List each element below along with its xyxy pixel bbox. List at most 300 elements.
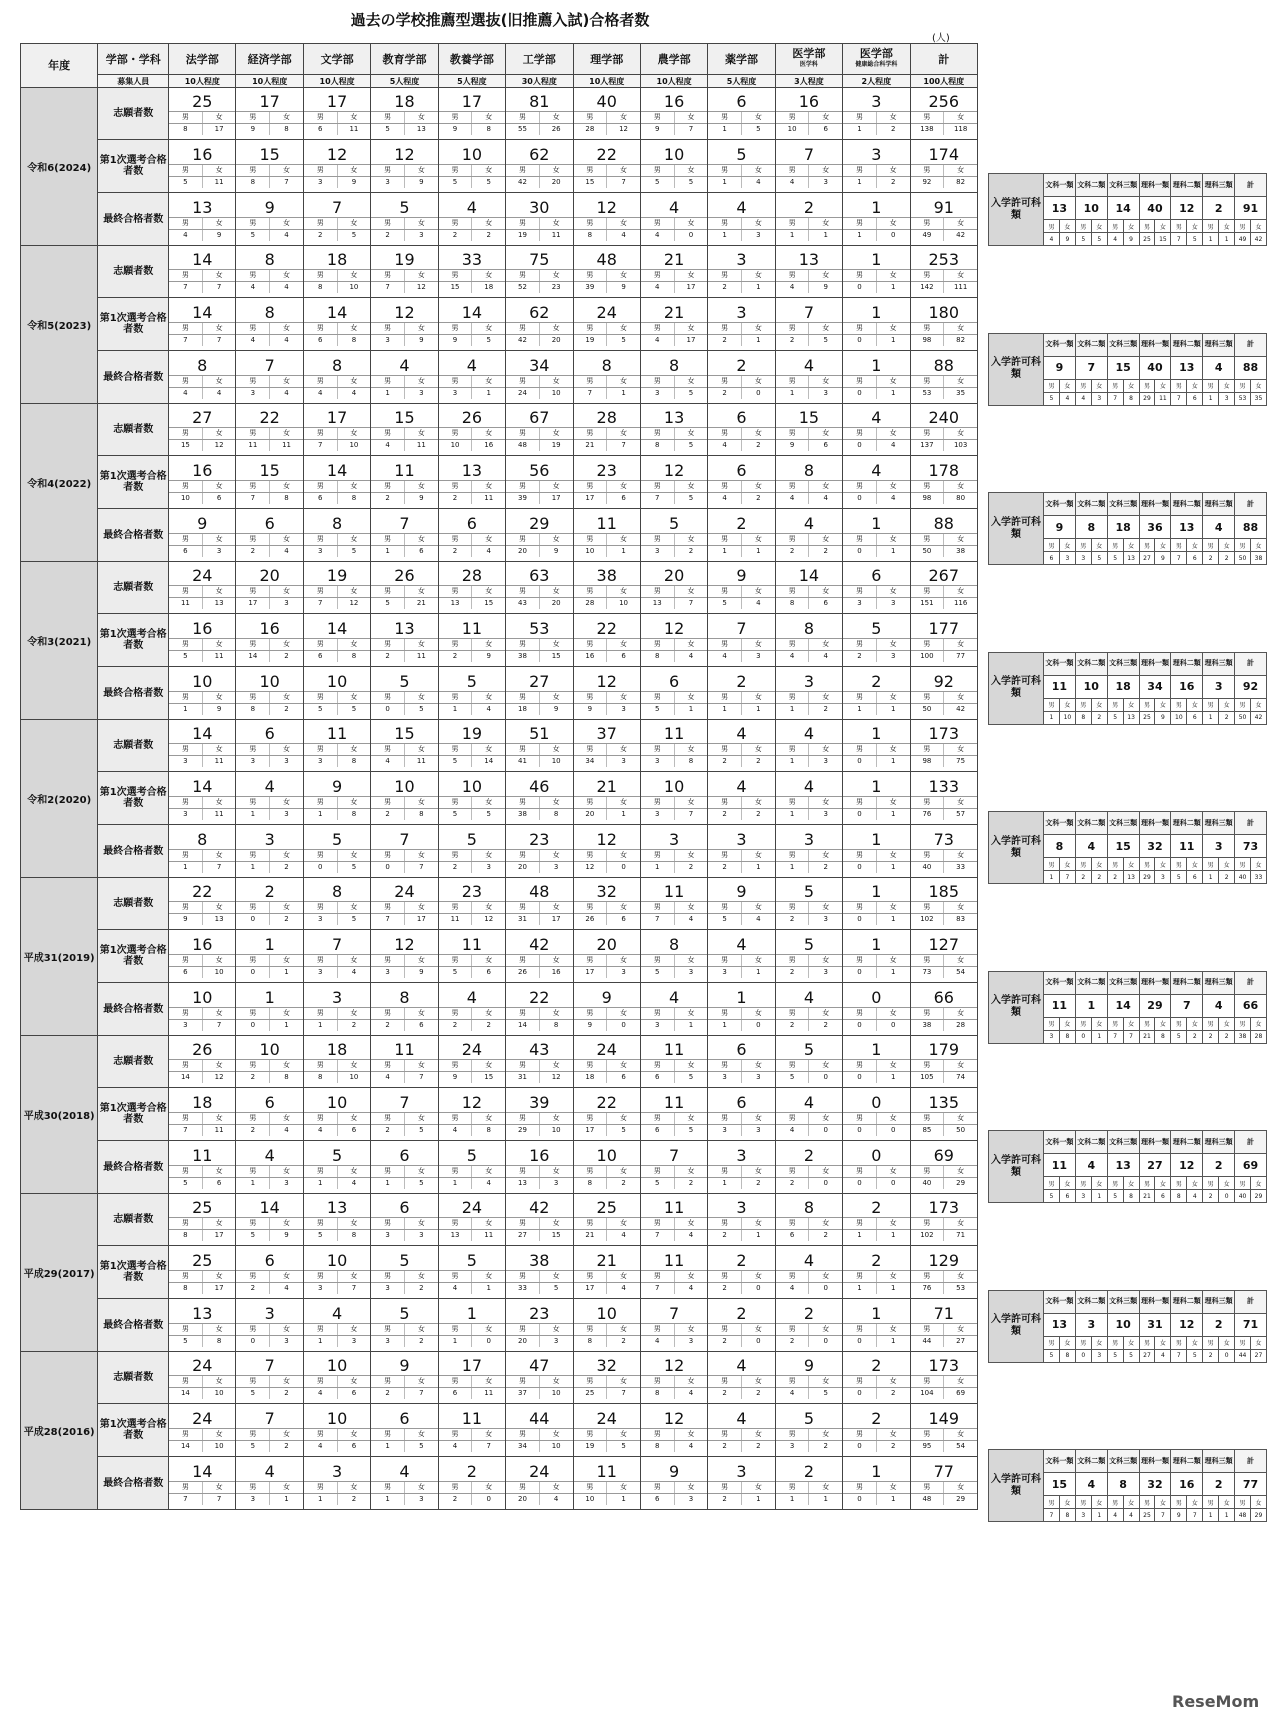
count-cell <box>910 772 977 825</box>
female-label: 女 <box>269 481 303 492</box>
total-value: 12 <box>461 1092 483 1112</box>
male-count: 7 <box>655 915 660 923</box>
male-label: 男 <box>249 1324 257 1333</box>
total-value: 9 <box>601 987 612 1007</box>
male-label: 男 <box>316 1113 324 1122</box>
count-cell <box>169 351 236 404</box>
male-label: 男 <box>586 639 594 648</box>
male-count: 3 <box>317 967 323 976</box>
male-label: 男 <box>384 271 392 279</box>
count-cell <box>775 878 842 930</box>
male-count: 4 <box>452 1125 458 1134</box>
total-value: 2 <box>466 1461 477 1481</box>
female-label: 女 <box>202 481 236 492</box>
admission-total: 2 <box>1203 1473 1235 1496</box>
count-cell <box>169 983 236 1036</box>
male-label: 男 <box>384 797 392 806</box>
count-cell <box>506 1299 573 1352</box>
female-label: 女 <box>269 1113 303 1124</box>
count-cell <box>438 509 505 562</box>
admission-header: 文科二類 <box>1075 1290 1107 1313</box>
count-cell <box>169 456 236 509</box>
male-count: 2 <box>452 651 458 660</box>
female-label: 女 <box>674 1482 708 1493</box>
male-label: 男 <box>316 1324 324 1333</box>
male-label: 男 <box>653 745 661 753</box>
female-label: 女 <box>471 1482 505 1493</box>
row-applicants <box>21 720 978 772</box>
male-label: 男 <box>1139 858 1155 871</box>
male-count: 4 <box>317 1441 323 1450</box>
male-count: 0 <box>385 862 390 871</box>
total-value: 173 <box>928 724 960 743</box>
female-label: 女 <box>876 850 910 861</box>
count-cell <box>169 667 236 720</box>
female-count: 2 <box>808 704 842 715</box>
count-cell <box>640 1299 707 1352</box>
admission-gender-count: 1 <box>1219 1509 1235 1522</box>
male-count: 0 <box>385 704 390 713</box>
female-label: 女 <box>674 850 708 861</box>
male-label: 男 <box>653 1377 661 1385</box>
male-count: 5 <box>250 1389 256 1397</box>
admission-gender-count: 15 <box>1155 233 1171 246</box>
male-count: 8 <box>655 1389 660 1397</box>
male-label: 男 <box>249 1113 257 1122</box>
count-cell <box>708 456 775 509</box>
count-cell <box>843 1088 910 1141</box>
male-count: 2 <box>385 493 390 502</box>
male-label: 男 <box>721 1429 729 1438</box>
admission-gender-count: 9 <box>1123 233 1139 246</box>
female-label: 女 <box>269 744 303 755</box>
female-count: 4 <box>674 1388 708 1399</box>
admission-gender-count: 6 <box>1187 392 1203 405</box>
admission-header: 文科一類 <box>1044 1131 1076 1154</box>
count-cell <box>169 246 236 298</box>
total-value: 4 <box>736 1408 747 1428</box>
male-label: 男 <box>181 481 189 490</box>
male-label: 男 <box>181 1482 189 1491</box>
count-cell <box>843 562 910 614</box>
male-label: 男 <box>721 1219 729 1227</box>
female-count: 10 <box>202 967 236 978</box>
female-count: 0 <box>471 1336 505 1347</box>
admission-total: 4 <box>1075 1473 1107 1496</box>
female-label: 女 <box>1219 698 1235 711</box>
admission-header: 理科一類 <box>1139 333 1171 356</box>
female-label: 女 <box>741 1218 775 1229</box>
admission-gender-count: 8 <box>1059 1030 1075 1043</box>
male-count: 0 <box>857 1441 862 1450</box>
male-count: 1 <box>452 1336 458 1345</box>
female-label: 女 <box>808 270 842 281</box>
female-count: 4 <box>269 230 303 241</box>
male-label: 男 <box>721 955 729 964</box>
female-count: 3 <box>269 1178 303 1189</box>
total-value: 1 <box>264 934 275 954</box>
female-label: 女 <box>1250 1496 1266 1509</box>
female-label: 女 <box>471 1271 505 1282</box>
female-count: 9 <box>404 967 438 978</box>
female-count: 29 <box>943 1494 977 1505</box>
female-label: 女 <box>876 165 910 176</box>
female-count: 11 <box>539 230 573 241</box>
female-count: 5 <box>404 704 438 715</box>
female-label: 女 <box>1091 1017 1107 1030</box>
row-label: 第1次選考合格者数 <box>98 298 169 351</box>
male-label: 男 <box>384 376 392 385</box>
admission-gender-count: 7 <box>1187 1509 1203 1522</box>
female-count: 1 <box>674 704 708 715</box>
count-cell <box>371 878 438 930</box>
admission-total: 15 <box>1107 356 1139 379</box>
female-count: 4 <box>606 1230 640 1241</box>
count-cell <box>843 1404 910 1457</box>
male-count: 2 <box>452 862 458 871</box>
admission-gender-count: 21 <box>1139 1190 1155 1203</box>
male-count: 18 <box>517 704 527 713</box>
total-value: 73 <box>933 829 954 849</box>
female-label: 女 <box>876 112 910 123</box>
row-applicants <box>21 1036 978 1088</box>
male-label: 男 <box>181 639 189 648</box>
count-cell <box>708 614 775 667</box>
female-label: 女 <box>674 112 708 123</box>
admission-header: 文科三類 <box>1107 1290 1139 1313</box>
female-label: 女 <box>741 850 775 861</box>
male-count: 8 <box>655 651 660 660</box>
total-value: 14 <box>192 1461 213 1481</box>
male-label: 男 <box>721 745 729 753</box>
female-label: 女 <box>404 1482 438 1493</box>
male-count: 0 <box>857 1389 862 1397</box>
female-label: 女 <box>202 797 236 808</box>
male-count: 5 <box>385 599 390 607</box>
male-count: 48 <box>922 1494 932 1503</box>
female-label: 女 <box>1219 1017 1235 1030</box>
total-value: 92 <box>933 671 954 691</box>
female-label: 女 <box>269 902 303 913</box>
female-count: 8 <box>674 756 708 767</box>
count-cell <box>303 562 370 614</box>
count-cell <box>775 509 842 562</box>
count-cell <box>371 614 438 667</box>
count-cell <box>371 246 438 298</box>
female-label: 女 <box>269 1482 303 1493</box>
female-count: 42 <box>943 704 977 715</box>
female-count: 5 <box>404 1441 438 1452</box>
year-cell: 令和5(2023) <box>21 246 98 404</box>
total-value: 5 <box>803 1040 815 1059</box>
female-count: 4 <box>539 1494 573 1505</box>
count-cell <box>640 878 707 930</box>
admission-gender-count: 9 <box>1155 711 1171 724</box>
row-final <box>21 1141 978 1194</box>
female-count: 0 <box>606 862 640 873</box>
male-count: 8 <box>587 1336 593 1345</box>
male-count: 95 <box>922 1441 932 1450</box>
male-label: 男 <box>384 850 392 859</box>
female-count: 2 <box>741 1178 775 1189</box>
total-value: 4 <box>803 1092 815 1112</box>
female-count: 10 <box>337 440 371 451</box>
total-value: 11 <box>596 1461 617 1481</box>
female-count: 8 <box>337 809 371 820</box>
male-label: 男 <box>249 218 257 227</box>
male-label: 男 <box>923 534 931 543</box>
male-count: 44 <box>922 1336 932 1345</box>
admission-total: 11 <box>1044 994 1076 1017</box>
row-label: 志願者数 <box>98 404 169 456</box>
admission-total: 32 <box>1139 835 1171 858</box>
count-cell <box>775 404 842 456</box>
female-count: 12 <box>471 914 505 925</box>
female-label: 女 <box>539 1218 573 1229</box>
female-count: 26 <box>539 124 573 135</box>
row-label: 最終合格者数 <box>98 351 169 404</box>
count-cell <box>371 1404 438 1457</box>
female-label: 女 <box>202 902 236 913</box>
count-cell <box>910 720 977 772</box>
total-value: 7 <box>669 1303 680 1323</box>
total-value: 10 <box>326 1356 348 1375</box>
male-label: 男 <box>518 1219 526 1227</box>
total-value: 22 <box>529 987 550 1007</box>
female-label: 女 <box>808 428 842 439</box>
male-count: 0 <box>857 493 862 502</box>
admission-gender-count: 7 <box>1107 1030 1123 1043</box>
total-value: 4 <box>669 987 680 1007</box>
male-label: 男 <box>518 1113 526 1122</box>
female-label: 女 <box>404 850 438 861</box>
male-count: 11 <box>450 915 460 923</box>
admission-gender-count: 5 <box>1107 711 1123 724</box>
count-cell <box>640 1141 707 1194</box>
male-label: 男 <box>181 850 189 859</box>
male-count: 2 <box>722 1231 727 1239</box>
count-cell <box>169 720 236 772</box>
male-count: 5 <box>317 1231 323 1239</box>
quota-cell: 5人程度 <box>371 75 438 88</box>
male-count: 2 <box>789 335 795 344</box>
male-count: 0 <box>857 1020 862 1029</box>
admission-gender-count: 4 <box>1187 1190 1203 1203</box>
admission-gender-count: 27 <box>1139 1349 1155 1362</box>
count-cell <box>371 1088 438 1141</box>
male-label: 男 <box>1235 539 1251 552</box>
male-label: 男 <box>518 376 526 385</box>
count-cell <box>236 351 303 404</box>
admission-gender-count: 5 <box>1091 233 1107 246</box>
count-cell <box>640 720 707 772</box>
total-value: 9 <box>331 776 343 796</box>
male-label: 男 <box>384 692 392 701</box>
female-count: 1 <box>876 704 910 715</box>
total-value: 6 <box>264 1092 275 1112</box>
male-count: 13 <box>450 599 460 607</box>
female-count: 28 <box>943 1020 977 1031</box>
female-count: 4 <box>741 598 775 609</box>
female-label: 女 <box>269 1008 303 1019</box>
total-value: 5 <box>736 144 747 164</box>
female-count: 10 <box>539 1441 573 1452</box>
female-count: 4 <box>471 546 505 557</box>
total-value: 2 <box>871 1356 882 1375</box>
male-label: 男 <box>1171 1496 1187 1509</box>
female-count: 8 <box>269 1072 303 1083</box>
total-value: 12 <box>663 1408 685 1428</box>
male-label: 男 <box>1075 1177 1091 1190</box>
male-count: 4 <box>385 757 390 765</box>
female-count: 15 <box>471 598 505 609</box>
female-count: 19 <box>539 440 573 451</box>
male-label: 男 <box>1075 539 1091 552</box>
male-count: 18 <box>585 1073 595 1081</box>
female-count: 5 <box>337 914 371 925</box>
count-cell <box>843 1299 910 1352</box>
female-label: 女 <box>741 323 775 334</box>
count-cell <box>371 983 438 1036</box>
total-value: 34 <box>529 355 550 375</box>
count-cell <box>303 614 370 667</box>
quota-cell: 100人程度 <box>910 75 977 88</box>
admission-gender-count: 13 <box>1123 552 1139 565</box>
male-label: 男 <box>721 639 729 648</box>
female-count: 13 <box>202 914 236 925</box>
male-count: 1 <box>317 809 323 818</box>
admission-header: 計 <box>1235 333 1267 356</box>
female-label: 女 <box>337 165 371 176</box>
female-count: 12 <box>404 282 438 293</box>
male-label: 男 <box>384 429 392 437</box>
female-label: 女 <box>1219 220 1235 233</box>
total-value: 2 <box>871 1408 882 1428</box>
female-count: 11 <box>337 124 371 135</box>
admission-header: 理科三類 <box>1203 652 1235 675</box>
male-count: 4 <box>317 1389 323 1397</box>
count-cell <box>640 1194 707 1246</box>
female-label: 女 <box>539 955 573 966</box>
female-label: 女 <box>808 744 842 755</box>
female-count: 4 <box>674 1441 708 1452</box>
total-value: 4 <box>803 513 815 533</box>
female-label: 女 <box>606 1429 640 1440</box>
female-label: 女 <box>1187 1017 1203 1030</box>
male-label: 男 <box>1171 1336 1187 1349</box>
female-label: 女 <box>337 481 371 492</box>
female-label: 女 <box>471 850 505 861</box>
count-cell <box>438 1088 505 1141</box>
male-label: 男 <box>855 903 863 911</box>
male-label: 男 <box>518 1482 526 1491</box>
total-value: 10 <box>394 776 415 796</box>
male-label: 男 <box>653 534 661 543</box>
count-cell <box>169 404 236 456</box>
male-count: 5 <box>183 177 188 186</box>
male-label: 男 <box>451 534 459 543</box>
female-count: 71 <box>943 1230 977 1241</box>
female-count: 3 <box>876 651 910 662</box>
admission-gender-count: 11 <box>1155 392 1171 405</box>
count-cell <box>303 1246 370 1299</box>
male-count: 8 <box>250 177 256 186</box>
total-value: 11 <box>461 618 483 638</box>
male-label: 男 <box>316 745 324 753</box>
female-count: 5 <box>539 1283 573 1294</box>
male-count: 3 <box>183 1020 188 1029</box>
admission-total: 10 <box>1107 1313 1139 1336</box>
male-label: 男 <box>384 1429 392 1438</box>
admission-gender-count: 50 <box>1235 552 1251 565</box>
female-label: 女 <box>674 481 708 492</box>
female-label: 女 <box>943 1218 977 1229</box>
male-label: 男 <box>855 745 863 753</box>
count-cell <box>506 1457 573 1510</box>
male-count: 8 <box>183 1283 188 1292</box>
female-count: 0 <box>808 1336 842 1347</box>
total-value: 43 <box>529 1040 550 1059</box>
female-count: 7 <box>337 1283 371 1294</box>
female-label: 女 <box>471 323 505 334</box>
male-label: 男 <box>181 692 189 701</box>
male-label: 男 <box>384 1377 392 1385</box>
total-value: 149 <box>928 1408 960 1428</box>
female-count: 4 <box>337 1178 371 1189</box>
admission-total: 15 <box>1107 835 1139 858</box>
male-count: 9 <box>587 704 593 713</box>
total-value: 21 <box>596 776 617 796</box>
female-label: 女 <box>674 692 708 703</box>
female-count: 7 <box>404 1388 438 1399</box>
male-count: 0 <box>857 1178 862 1187</box>
male-label: 男 <box>721 113 729 121</box>
male-count: 0 <box>250 1336 256 1345</box>
female-label: 女 <box>808 1113 842 1124</box>
male-count: 0 <box>857 862 862 871</box>
total-value: 9 <box>669 1461 680 1481</box>
count-cell <box>910 246 977 298</box>
female-label: 女 <box>606 428 640 439</box>
male-label: 男 <box>384 1008 392 1017</box>
total-value: 4 <box>803 987 815 1007</box>
male-label: 男 <box>1107 1177 1123 1190</box>
male-count: 98 <box>922 757 932 765</box>
female-count: 7 <box>674 809 708 820</box>
female-count: 14 <box>471 756 505 767</box>
count-cell <box>640 140 707 193</box>
male-count: 7 <box>183 335 188 344</box>
row-label: 第1次選考合格者数 <box>98 1246 169 1299</box>
female-label: 女 <box>269 376 303 387</box>
male-label: 男 <box>1171 698 1187 711</box>
total-value: 5 <box>669 513 680 533</box>
female-label: 女 <box>337 428 371 439</box>
female-label: 女 <box>471 1218 505 1229</box>
female-count: 3 <box>808 388 842 399</box>
quota-cell: 30人程度 <box>506 75 573 88</box>
female-count: 7 <box>606 177 640 188</box>
admission-gender-count: 6 <box>1187 552 1203 565</box>
male-label: 男 <box>653 1429 661 1438</box>
female-label: 女 <box>404 165 438 176</box>
female-count: 0 <box>808 1125 842 1136</box>
female-count: 74 <box>943 1072 977 1083</box>
count-cell <box>708 1352 775 1404</box>
female-count: 5 <box>471 335 505 346</box>
male-label: 男 <box>1107 1336 1123 1349</box>
count-cell <box>371 1141 438 1194</box>
